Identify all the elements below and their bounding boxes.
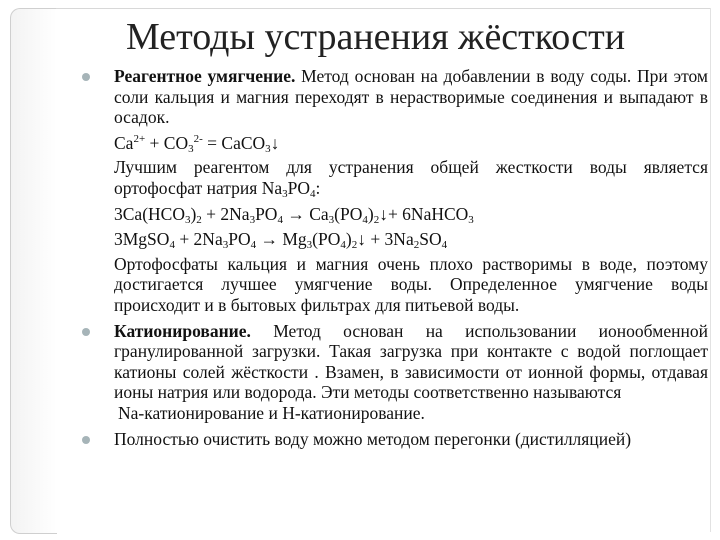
bullet-distillation (92, 429, 708, 450)
bullet-cation-exchange (92, 321, 708, 424)
cation-heading: Катионирование. (114, 320, 251, 341)
slide-content (92, 66, 708, 449)
slide-frame-top (56, 8, 710, 9)
bullet-icon (82, 436, 90, 444)
reagent-paragraph-2: Лучшим реагентом для устранения общей жесткости воды является ортофосфат натрия $Na_3PO_4$: (114, 157, 708, 200)
formula-magnesium-phosphate: 3MgSO$_4$ + $2Na_3PO_4$ → $Mg_3(PO_4)_2↓ + 3Na_2SO_4$ (114, 229, 448, 252)
slide-title: Методы устранения жёсткости (126, 16, 626, 58)
reagent-heading: Реагентное умягчение. (114, 66, 296, 86)
reagent-paragraph (92, 66, 708, 128)
reagent-paragraph-3: Ортофосфаты кальция и магния очень плохо растворимы в воде, поэтому достигается лучшее умягчение воды. Определенное умягчение воды происходит и в бытовых фильтрах для питьевой воды. (114, 253, 708, 315)
distillation-paragraph: Полностью очистить воду можно методом перегонки (дистилляцией) (114, 428, 632, 449)
bullet-icon (82, 328, 90, 336)
bullet-reagent (92, 66, 708, 316)
formula-carbonate: $Ca^{2+} + CO_3^{2-}$ = CaCO$_3$↓ (114, 132, 280, 155)
slide-frame-left (10, 8, 57, 534)
formula-calcium-phosphate: $3Ca(HCO_3)_2 + 2Na_3PO_4$ → $Ca_3(PO_4)_2↓+$ 6NaHCO$_3$ (114, 203, 474, 226)
slide-frame-right (710, 8, 711, 532)
cation-tail: Na-катионирование и Н-катионирование. (118, 402, 425, 423)
cation-paragraph (92, 321, 708, 403)
reagent-text-2: Лучшим реагентом для устранения общей жесткости воды является ортофосфат натрия (114, 157, 708, 198)
reagent-text: Метод основан на добавлении в воду соды. При этом соли кальция и магния переходят в нерастворимые соединения и выпадают в осадок. (114, 66, 709, 128)
cation-text: Метод основан на использовании ионообменной гранулированной загрузки. Такая загрузка при контакте с водой поглощает катионы солей жёсткости . Взамен, в зависимости от ионной формы, отдавая ионы натрия или водорода. Эти методы соответственно называются (114, 320, 708, 403)
bullet-icon (82, 73, 90, 81)
